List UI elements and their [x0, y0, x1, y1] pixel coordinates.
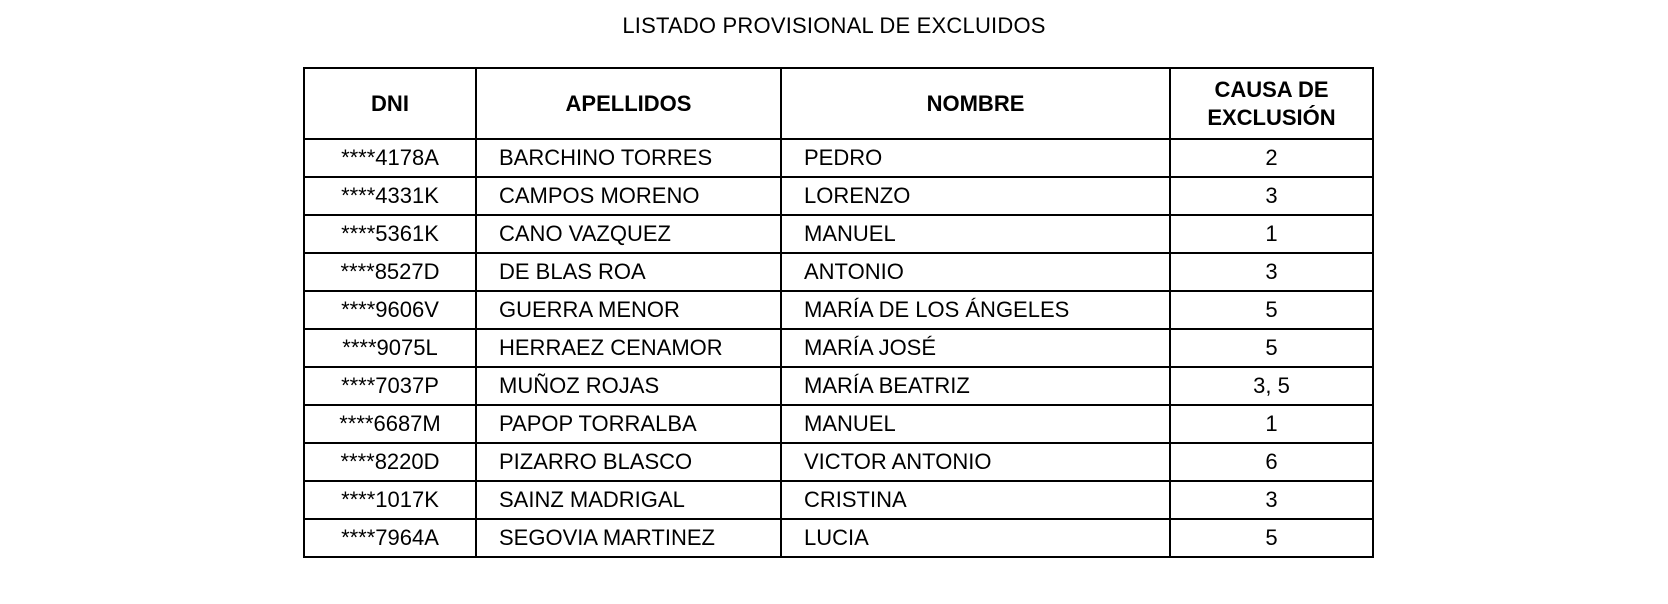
- causa-cell: 3, 5: [1170, 367, 1373, 405]
- causa-cell: 3: [1170, 481, 1373, 519]
- causa-cell: 5: [1170, 291, 1373, 329]
- dni-cell: ****1017K: [304, 481, 476, 519]
- nombre-cell: MANUEL: [781, 215, 1170, 253]
- dni-cell: ****8220D: [304, 443, 476, 481]
- table-row: [304, 215, 1373, 253]
- causa-cell: 3: [1170, 253, 1373, 291]
- nombre-cell: ANTONIO: [781, 253, 1170, 291]
- nombre-cell: MARÍA DE LOS ÁNGELES: [781, 291, 1170, 329]
- dni-cell: ****7037P: [304, 367, 476, 405]
- causa-cell: 5: [1170, 519, 1373, 557]
- causa-cell: 6: [1170, 443, 1373, 481]
- causa-cell: 3: [1170, 177, 1373, 215]
- dni-cell: ****4178A: [304, 139, 476, 177]
- header-causa-line2: EXCLUSIÓN: [1207, 104, 1336, 130]
- page-title: LISTADO PROVISIONAL DE EXCLUIDOS: [622, 13, 1046, 38]
- nombre-cell: MARÍA JOSÉ: [781, 329, 1170, 367]
- causa-cell: 2: [1170, 139, 1373, 177]
- dni-cell: ****9075L: [304, 329, 476, 367]
- dni-cell: ****4331K: [304, 177, 476, 215]
- causa-cell: 5: [1170, 329, 1373, 367]
- apellidos-cell: SAINZ MADRIGAL: [476, 481, 781, 519]
- nombre-cell: CRISTINA: [781, 481, 1170, 519]
- header-causa-line1: CAUSA DE: [1214, 76, 1329, 102]
- nombre-cell: LORENZO: [781, 177, 1170, 215]
- apellidos-cell: DE BLAS ROA: [476, 253, 781, 291]
- table-row: [304, 253, 1373, 291]
- table-row: [304, 177, 1373, 215]
- dni-cell: ****9606V: [304, 291, 476, 329]
- header-nombre: NOMBRE: [781, 68, 1170, 139]
- causa-cell: 1: [1170, 405, 1373, 443]
- table-body: [304, 139, 1373, 557]
- table-row: [304, 519, 1373, 557]
- apellidos-cell: GUERRA MENOR: [476, 291, 781, 329]
- excluded-list-table: [303, 67, 1374, 558]
- header-causa-exclusion: [1170, 68, 1373, 139]
- table-row: [304, 367, 1373, 405]
- table-row: [304, 481, 1373, 519]
- apellidos-cell: SEGOVIA MARTINEZ: [476, 519, 781, 557]
- nombre-cell: PEDRO: [781, 139, 1170, 177]
- nombre-cell: VICTOR ANTONIO: [781, 443, 1170, 481]
- dni-cell: ****5361K: [304, 215, 476, 253]
- apellidos-cell: PAPOP TORRALBA: [476, 405, 781, 443]
- dni-cell: ****7964A: [304, 519, 476, 557]
- causa-cell: 1: [1170, 215, 1373, 253]
- nombre-cell: MANUEL: [781, 405, 1170, 443]
- apellidos-cell: HERRAEZ CENAMOR: [476, 329, 781, 367]
- header-apellidos: APELLIDOS: [476, 68, 781, 139]
- nombre-cell: MARÍA BEATRIZ: [781, 367, 1170, 405]
- table-row: [304, 443, 1373, 481]
- apellidos-cell: CANO VAZQUEZ: [476, 215, 781, 253]
- apellidos-cell: BARCHINO TORRES: [476, 139, 781, 177]
- table-row: [304, 291, 1373, 329]
- table-header-row: [304, 68, 1373, 139]
- apellidos-cell: PIZARRO BLASCO: [476, 443, 781, 481]
- table-row: [304, 329, 1373, 367]
- nombre-cell: LUCIA: [781, 519, 1170, 557]
- dni-cell: ****8527D: [304, 253, 476, 291]
- apellidos-cell: CAMPOS MORENO: [476, 177, 781, 215]
- header-dni: DNI: [304, 68, 476, 139]
- table-row: [304, 405, 1373, 443]
- table-row: [304, 139, 1373, 177]
- apellidos-cell: MUÑOZ ROJAS: [476, 367, 781, 405]
- dni-cell: ****6687M: [304, 405, 476, 443]
